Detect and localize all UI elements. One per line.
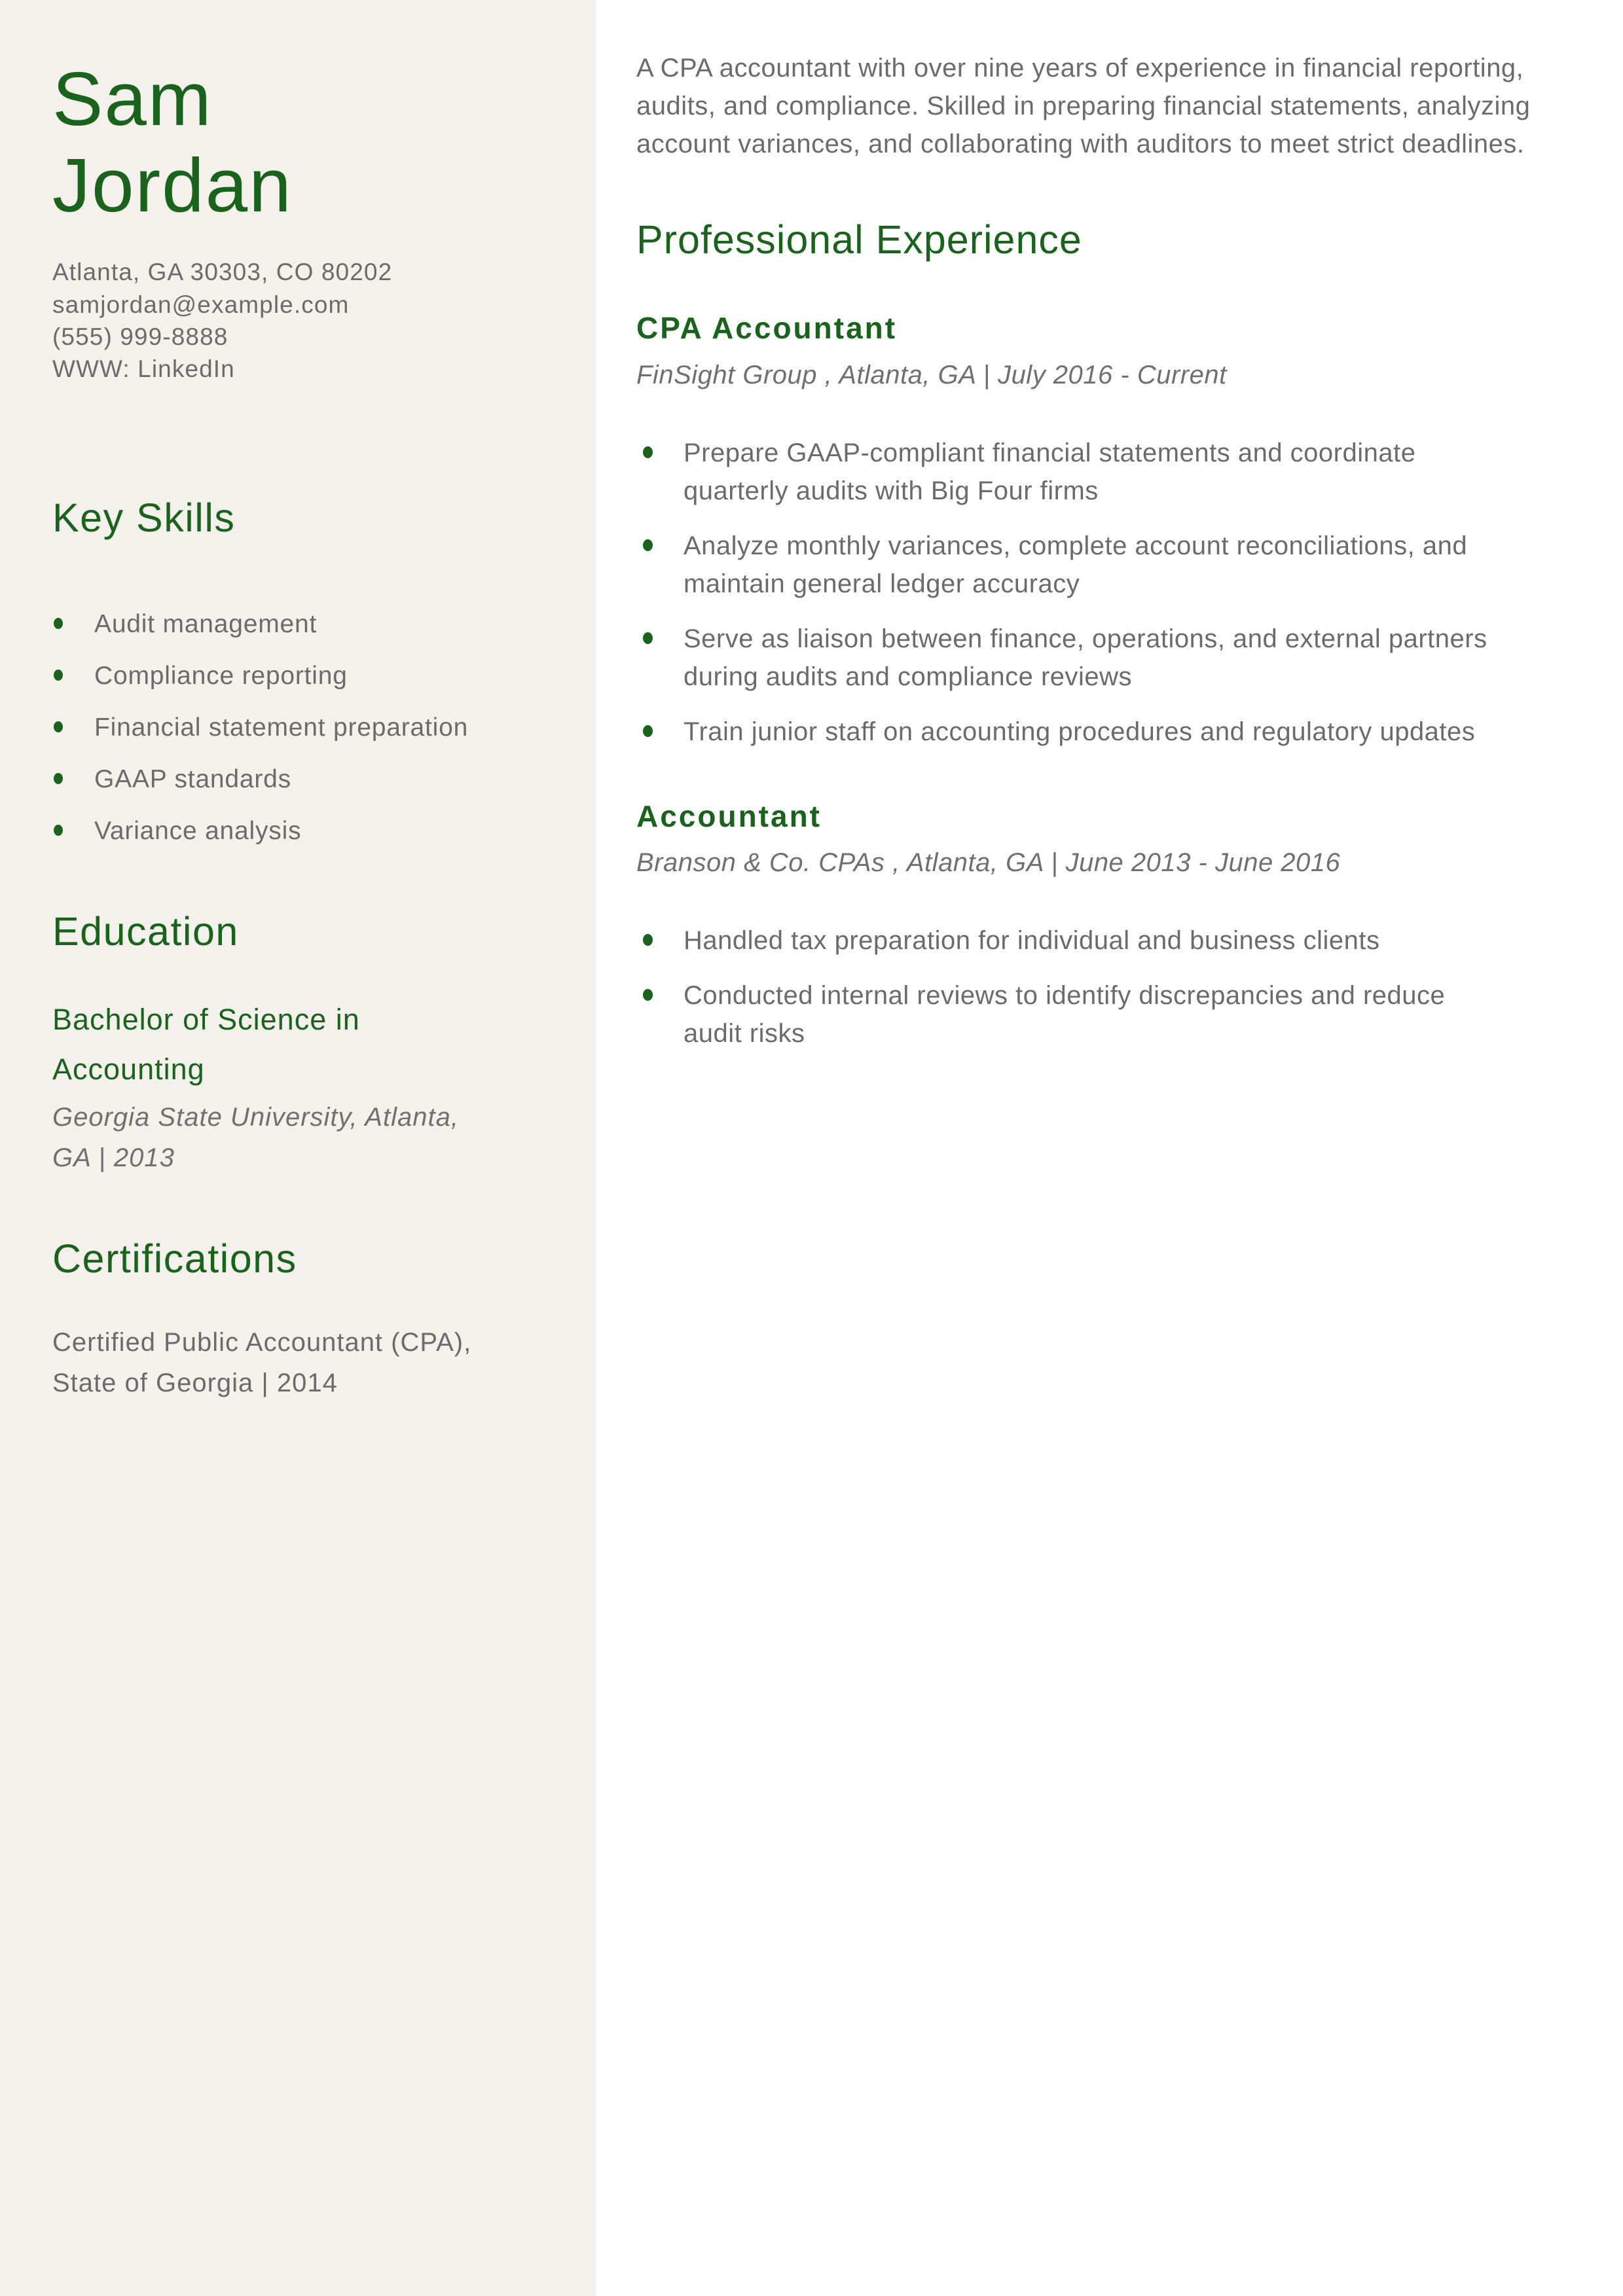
job-bullet: Prepare GAAP-compliant financial statements and coordinate quarterly audits with Big Four firms	[636, 434, 1502, 510]
skill-item: GAAP standards	[52, 764, 560, 795]
contact-info	[52, 256, 560, 385]
job-meta-line: Branson & Co. CPAs , Atlanta, GA | June 2013 - June 2016	[636, 848, 1341, 877]
key-skills-list	[52, 609, 560, 846]
certifications-heading: Certifications	[52, 1236, 297, 1282]
certification-entry: Certified Public Accountant (CPA), State of Georgia | 2014	[52, 1328, 472, 1398]
candidate-name	[52, 56, 560, 228]
experience-heading: Professional Experience	[636, 217, 1082, 262]
job-title: CPA Accountant	[636, 311, 898, 345]
last-name: Jordan	[52, 143, 293, 228]
contact-address: Atlanta, GA 30303, CO 80202	[52, 259, 393, 286]
sidebar	[0, 0, 596, 2296]
skill-item: Audit management	[52, 609, 560, 639]
job-meta-line: FinSight Group , Atlanta, GA | July 2016 - Current	[636, 360, 1227, 389]
job-bullet-list	[636, 434, 1564, 751]
job-bullet-list	[636, 922, 1564, 1052]
skill-item: Variance analysis	[52, 816, 560, 846]
job-entry	[636, 310, 1564, 751]
contact-email: samjordan@example.com	[52, 291, 350, 318]
skill-item: Financial statement preparation	[52, 713, 560, 743]
job-bullet: Handled tax preparation for individual and business clients	[636, 922, 1502, 960]
main-column	[596, 0, 1623, 2296]
job-bullet: Serve as liaison between finance, operations, and external partners during audits and compliance reviews	[636, 620, 1502, 696]
job-title: Accountant	[636, 798, 822, 833]
skill-item: Compliance reporting	[52, 661, 560, 691]
job-bullet: Conducted internal reviews to identify discrepancies and reduce audit risks	[636, 977, 1502, 1052]
education-degree: Bachelor of Science in Accounting	[52, 1003, 360, 1086]
job-bullet: Analyze monthly variances, complete account reconciliations, and maintain general ledger accuracy	[636, 527, 1502, 603]
first-name: Sam	[52, 56, 213, 141]
contact-website: WWW: LinkedIn	[52, 355, 235, 383]
education-school-line: Georgia State University, Atlanta, GA | 2013	[52, 1103, 459, 1173]
contact-phone: (555) 999-8888	[52, 323, 228, 350]
key-skills-heading: Key Skills	[52, 495, 236, 541]
professional-summary: A CPA accountant with over nine years of experience in financial reporting, audits, and compliance. Skilled in preparing financial statements, analyzing account variances, and collaborating with auditors to meet strict deadlines.	[636, 54, 1531, 158]
education-heading: Education	[52, 909, 239, 954]
job-entry	[636, 798, 1564, 1053]
job-bullet: Train junior staff on accounting procedures and regulatory updates	[636, 713, 1502, 751]
